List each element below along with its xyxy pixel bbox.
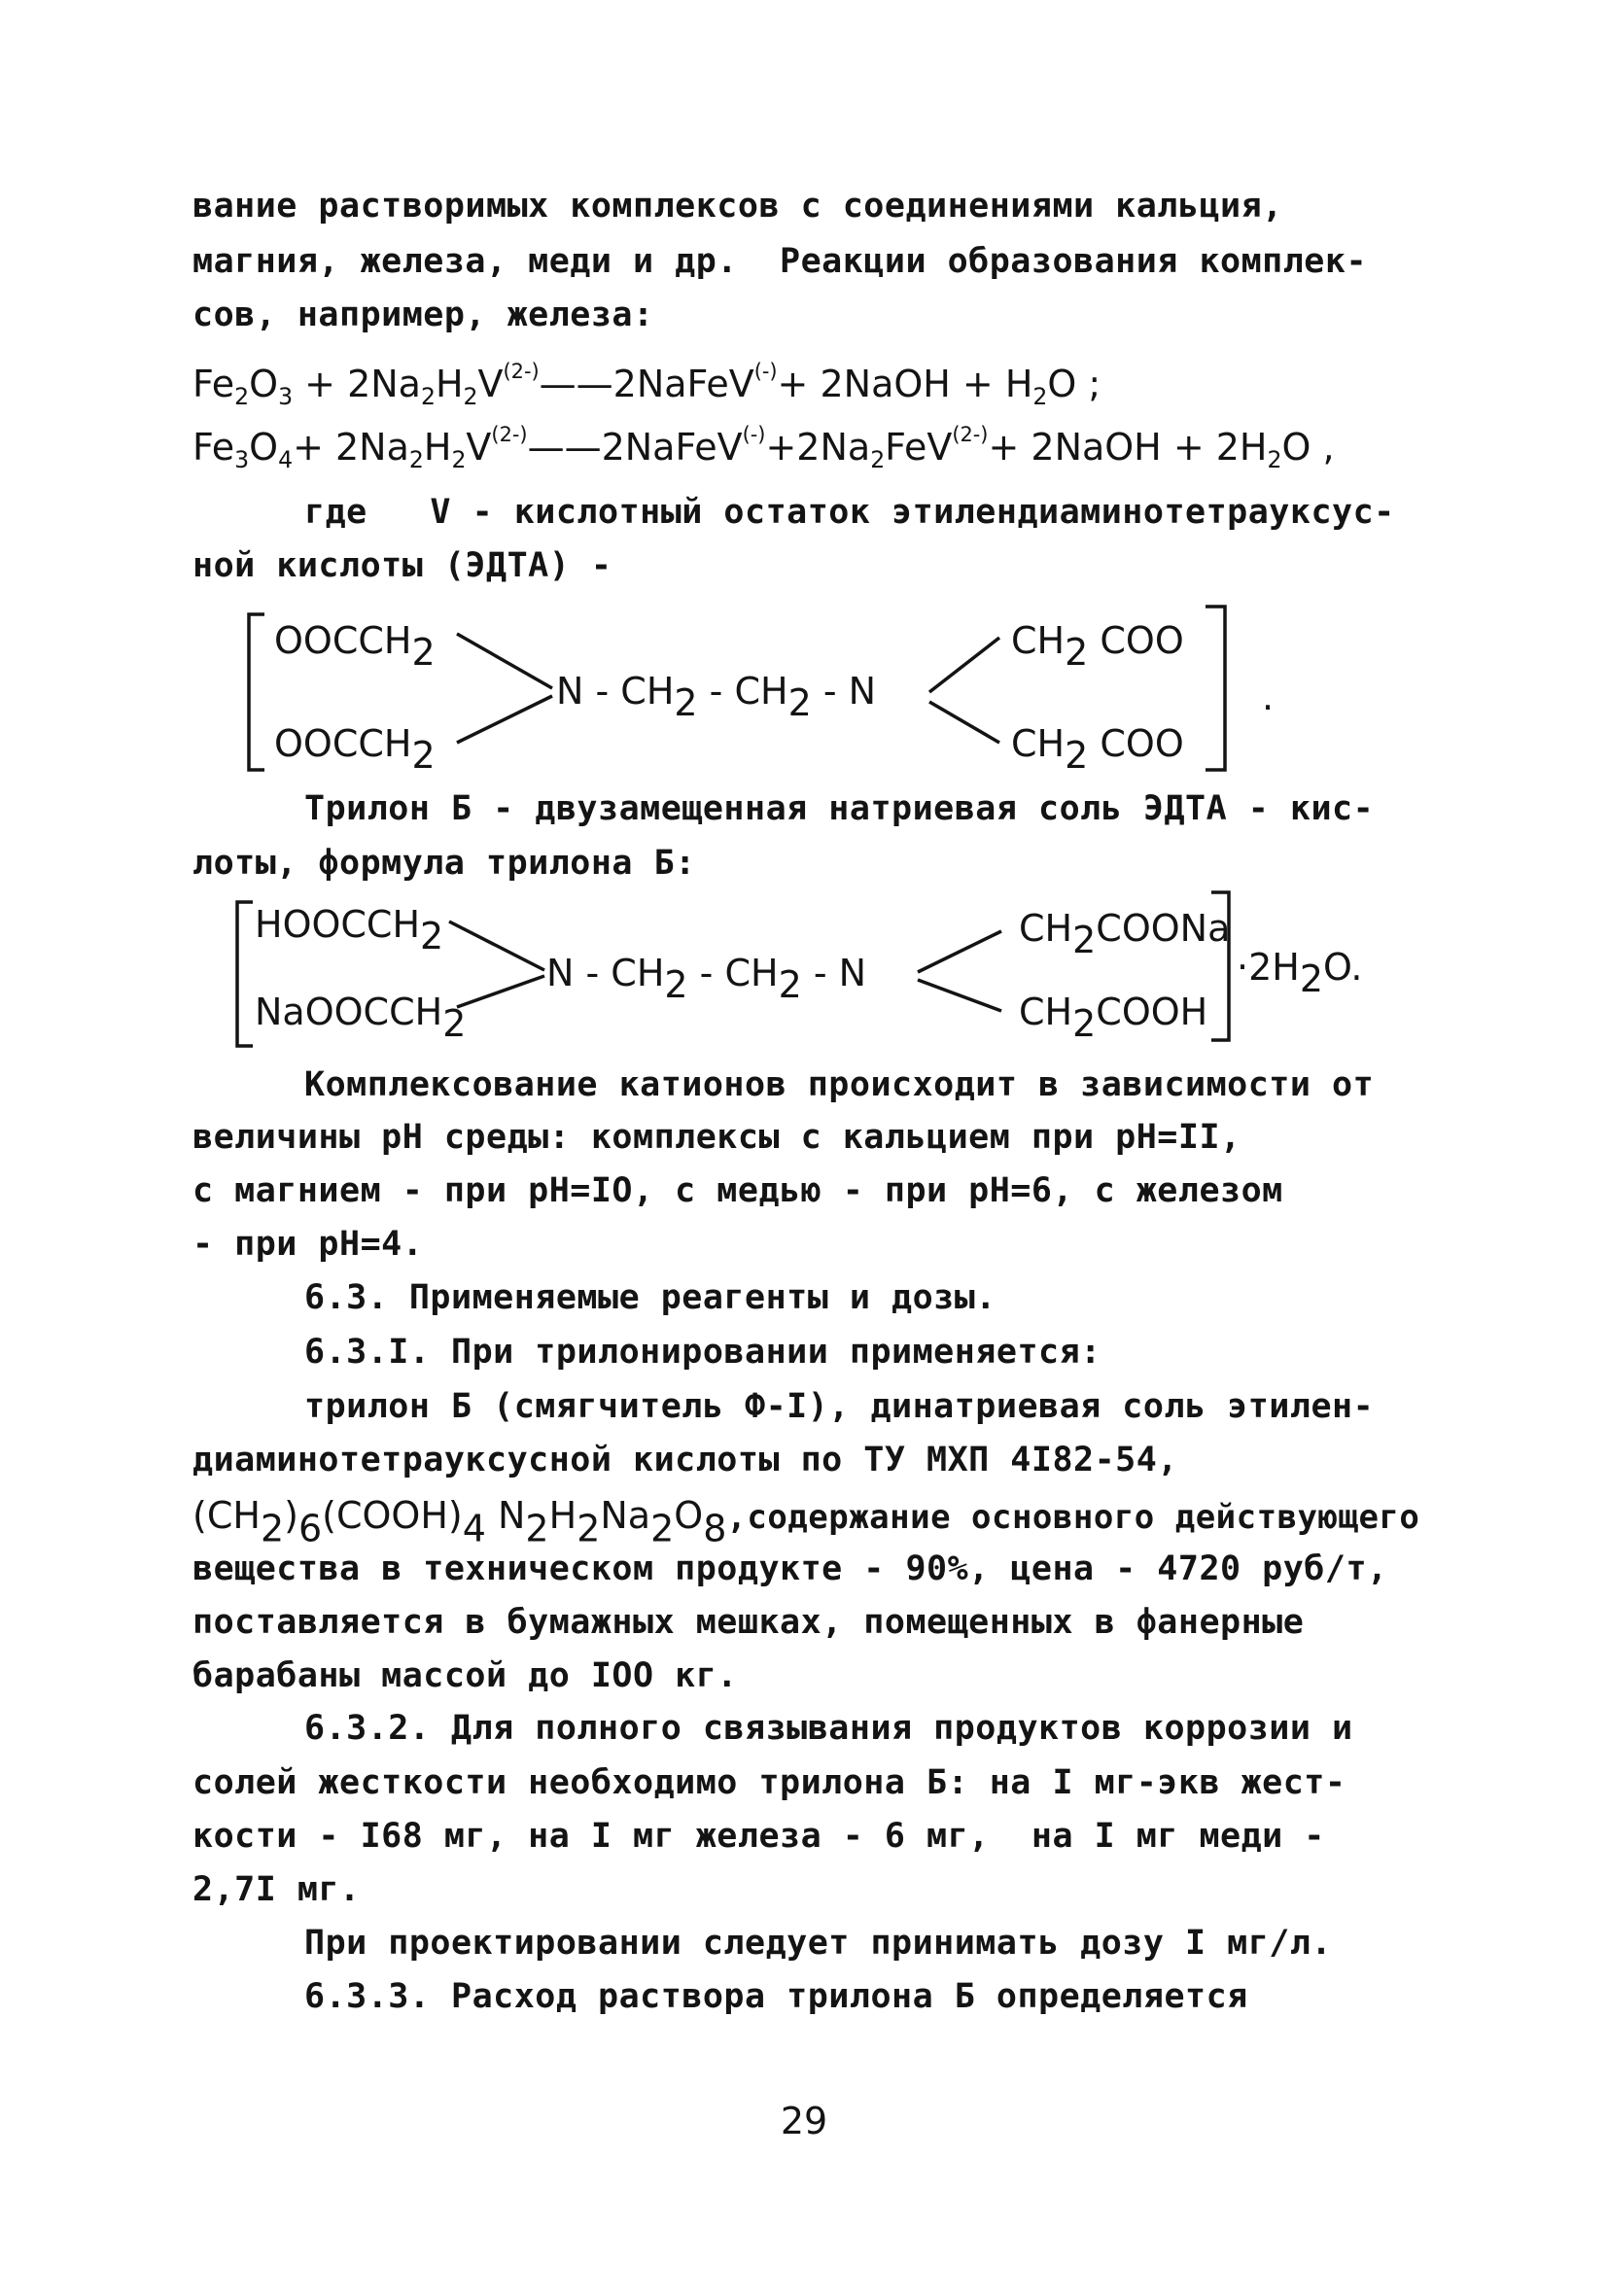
reaction-equation-1: $Fe_2O_3$ + $2Na_2H_2V^{(2-)}——2NaFeV^{(-)}+$ 2NaOH + $H_2O$ ; [192, 360, 1101, 411]
bond-line [457, 696, 552, 743]
formula-text-line: $(CH_2)_6(COOH)_4$ $N_2H_2Na_2O_8,содержание$ основного действующего [192, 1494, 1420, 1550]
text-line: 6.3.3. Расход раствора трилона Б определяется [304, 1977, 1248, 2016]
bond-line [457, 634, 552, 688]
section-heading: 6.3.I. При трилонировании применяется: [304, 1333, 1101, 1372]
edta-suffix: . [1262, 676, 1275, 718]
bond-line [918, 931, 1001, 972]
text-line: 2,7I мг. [192, 1870, 361, 1909]
text-line: сов, например, железа: [192, 296, 654, 334]
trilon-right-top-group: CH2COONa [1019, 907, 1231, 961]
edta-center-chain: N - CH2 - CH2 - N [556, 670, 877, 724]
text-line: трилон Б (смягчитель Ф-I), динатриевая соль этилен- [304, 1387, 1375, 1426]
text-line: солей жесткости необходимо трилона Б: на I мг-экв жест- [192, 1763, 1346, 1802]
edta-right-bottom-group: CH2 COO [1011, 722, 1184, 777]
text-line: величины pH среды: комплексы с кальцием при pH=II, [192, 1118, 1241, 1157]
text-line: - при pH=4. [192, 1225, 424, 1264]
text-line: где V - кислотный остаток этилендиаминотетрауксус- [304, 493, 1395, 532]
bond-line [449, 922, 544, 970]
trilon-right-bottom-group: CH2COOH [1019, 991, 1208, 1045]
trilon-suffix: ·2H2O. [1237, 946, 1363, 1000]
text-line: Комплексование катионов происходит в зависимости от [304, 1065, 1375, 1104]
text-line: Трилон Б - двузамещенная натриевая соль ЭДТА - кис- [304, 789, 1375, 828]
left-bracket [237, 902, 253, 1046]
text-line: магния, железа, меди и др. Реакции образования комплек- [192, 242, 1368, 281]
text-line: кости - I68 мг, на I мг железа - 6 мг, на I мг меди - [192, 1817, 1325, 1856]
text-line: При проектировании следует принимать дозу I мг/л. [304, 1924, 1333, 1963]
page-number: 29 [780, 2100, 828, 2142]
edta-left-bottom-group: OOCCH2 [274, 722, 436, 777]
text-line: 6.3.2. Для полного связывания продуктов коррозии и [304, 1709, 1353, 1748]
bond-line [918, 980, 1001, 1011]
text-line: вещества в техническом продукте - 90%, цена - 4720 руб/т, [192, 1549, 1388, 1588]
reaction-arrow: —— [527, 425, 602, 469]
text-line: вание растворимых комплексов с соединениями кальция, [192, 187, 1283, 226]
left-bracket [249, 614, 264, 770]
right-bracket [1206, 607, 1225, 770]
reaction-equation-2: $Fe_3O_4+$ $2Na_2H_2V^{(2-)}——2NaFeV^{(-)}+2Na_2FeV^{(2-)}+$ 2NaOH + $2H_2O$ , [192, 423, 1335, 474]
text-line: барабаны массой до IOO кг. [192, 1656, 738, 1695]
trilon-left-bottom-group: NaOOCCH2 [255, 991, 467, 1045]
reaction-arrow: —— [539, 362, 613, 405]
text-line: с магнием - при pH=IO, с медью - при pH=6, с железом [192, 1171, 1283, 1210]
bond-line [929, 638, 999, 692]
trilon-left-top-group: HOOCCH2 [255, 903, 444, 957]
text-line: ной кислоты (ЭДТА) - [192, 546, 612, 585]
edta-left-top-group: OOCCH2 [274, 619, 436, 674]
text-line: поставляется в бумажных мешках, помещенных в фанерные [192, 1603, 1305, 1642]
edta-right-top-group: CH2 COO [1011, 619, 1184, 674]
text-line: лоты, формула трилона Б: [192, 844, 696, 883]
section-heading: 6.3. Применяемые реагенты и дозы. [304, 1278, 996, 1317]
bond-line [457, 976, 544, 1007]
bond-line [929, 702, 999, 743]
text-line: диаминотетрауксусной кислоты по ТУ МХП 4I82-54, [192, 1441, 1178, 1479]
trilon-center-chain: N - CH2 - CH2 - N [546, 952, 867, 1006]
